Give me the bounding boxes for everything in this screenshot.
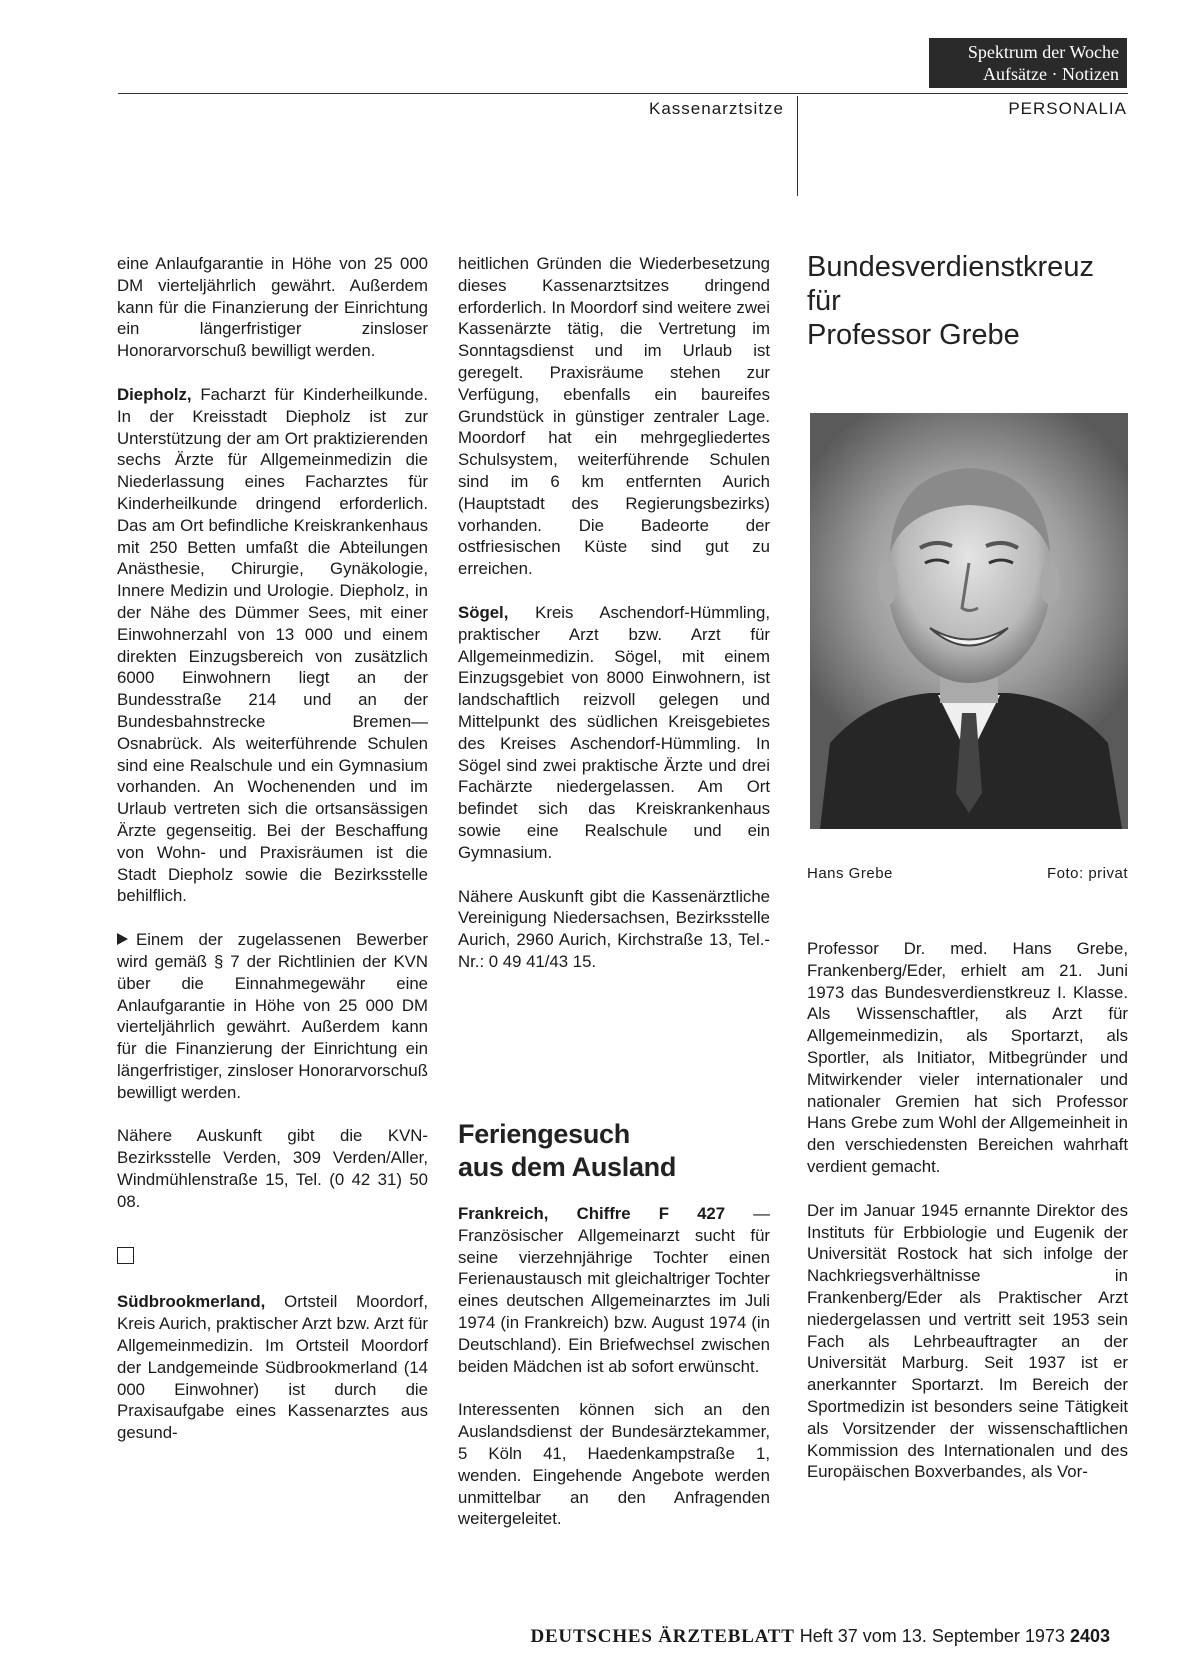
paragraph-suedbrookmerland: Südbrookmerland, Ortsteil Moordorf, Kreis Aurich, praktischer Arzt bzw. Arzt für Allgemeinmedizin. Im Ortsteil Moordorf der Landgemeinde Südbrookmerland (14 000 Einwohner) ist durch die Praxisaufgabe eines Kassenarztes aus gesund-: [117, 1292, 428, 1443]
lead-term: Südbrookmerland,: [117, 1292, 266, 1312]
portrait-illustration: [810, 413, 1128, 829]
issue-info: Heft 37 vom 13. September 1973: [799, 1626, 1065, 1646]
triangle-bullet-icon: [117, 933, 128, 945]
badge-line-2: Aufsätze · Notizen: [983, 64, 1119, 84]
page-number: 2403: [1069, 1626, 1110, 1646]
paragraph: Nähere Auskunft gibt die Kassenärztliche Vereinigung Niedersachsen, Bezirksstelle Aurich, 2960 Aurich, Kirchstraße 13, Tel.-Nr.: 0 49 41/43 15.: [458, 886, 770, 971]
article-heading-feriengesuch: Feriengesuch aus dem Ausland: [458, 1119, 677, 1182]
header-rule: [118, 93, 1128, 94]
column-1: [117, 253, 428, 1444]
paragraph-bullet: Einem der zugelassenen Bewerber wird gemäß § 7 der Richtlinien der KVN über die Einnahmegewähr eine Anlaufgarantie in Höhe von 25 000 DM vierteljährlich gewährt. Außerdem kann für die Finanzierung der Einrichtung ein längerfristiger, zinsloser Honorarvorschuß bewilligt werden.: [117, 930, 428, 1102]
paragraph-soegel: Sögel, Kreis Aschendorf-Hümmling, praktischer Arzt bzw. Arzt für Allgemeinmedizin. Sögel, mit einem Einzugsgebiet von 8000 Einwohnern, ist landschaftlich reizvoll gelegen und Mittelpunkt des südlichen Kreisgebietes des Kreises Aschendorf-Hümmling. In Sögel sind zwei praktische Ärzte und drei Fachärzte niedergelassen. Am Ort befindet sich das Kreiskrankenhaus sowie eine Realschule und ein Gymnasium.: [458, 602, 770, 862]
magazine-name: DEUTSCHES ÄRZTEBLATT: [530, 1626, 795, 1647]
column-2: [458, 253, 770, 973]
paragraph-diepholz: Diepholz, Facharzt für Kinderheilkunde. In der Kreisstadt Diepholz ist zur Unterstützung der am Ort praktizierenden sechs Ärzte für Allgemeinmedizin die Niederlassung eines Facharztes für Kinderheilkunde dringend erforderlich. Das am Ort befindliche Kreiskrankenhaus mit 250 Betten umfaßt die Abteilungen Anästhesie, Chirurgie, Gynäkologie, Innere Medizin und Urologie. Diepholz, in der Nähe des Dümmer Sees, mit einer Einwohnerzahl von 13 000 und einem direkten Einzugsbereich von zusätzlich 6000 Einwohnern liegt an der Bundesstraße 214 und an der Bundesbahnstrecke Bremen—Osnabrück. Als weiterführende Schulen sind eine Realschule und ein Gymnasium vorhanden. An Wochenenden und im Urlaub vertreten sich die ortsansässigen Ärzte gegenseitig. Bei der Beschaffung von Wohn- und Praxisräumen ist die Stadt Diepholz sowie die Bezirksstelle behilflich.: [117, 384, 428, 906]
paragraph-frankreich: Frankreich, Chiffre F 427 — Französischer Allgemeinarzt sucht für seine vierzehnjährige Tochter einen Ferienaustausch mit gleichaltriger Tochter eines deutschen Allgemeinarztes im Juli 1974 (in Frankreich) bzw. August 1974 (in Deutschland). Ein Briefwechsel zwischen beiden Mädchen ist ab sofort erwünscht.: [458, 1204, 770, 1376]
section-label-right: PERSONALIA: [1008, 99, 1127, 118]
section-label-left: Kassenarztsitze: [649, 99, 784, 118]
paragraph: eine Anlaufgarantie in Höhe von 25 000 DM vierteljährlich gewährt. Außerdem kann für die Finanzierung der Einrichtung ein längerfristiger zinsloser Honorarvorschuß bewilligt werden.: [117, 254, 428, 361]
footer: [530, 1626, 1110, 1648]
badge-line-1: Spektrum der Woche: [967, 42, 1119, 62]
paragraph: Der im Januar 1945 ernannte Direktor des Instituts für Erbbiologie und Eugenik der Universität Rostock hat sich infolge der Nachkriegsverhältnisse in Frankenberg/Eder als Praktischer Arzt niedergelassen und vertritt seit 1953 sein Fach als Lehrbeauftragter an der Universität Marburg. Seit 1937 ist er anerkannter Sportarzt. Im Bereich der Sportmedizin ist besonders seine Tätigkeit als Vorsitzender der wissenschaftlichen Kommission des Internationalen und des Europäischen Boxverbandes, als Vor-: [807, 1200, 1128, 1482]
separator: [117, 1243, 428, 1270]
paragraph: heitlichen Gründen die Wiederbesetzung dieses Kassenarztsitzes dringend erforderlich. In Moordorf sind weitere zwei Kassenärzte tätig, die Vertretung im Sonntagsdienst und im Urlaub ist geregelt. Praxisräume stehen zur Verfügung, ebenfalls ein baureifes Grundstück in günstiger zentraler Lage. Moordorf hat ein mehrgegliedertes Schulsystem, weiterführende Schulen sind im 6 km entfernten Aurich (Hauptstadt des Regierungsbezirks) vorhanden. Die Badeorte der ostfriesischen Küste sind gut zu erreichen.: [458, 254, 770, 579]
lead-term: Sögel,: [458, 602, 509, 622]
lead-term: Diepholz,: [117, 384, 192, 404]
photo-caption-name: Hans Grebe: [807, 865, 893, 882]
column-2-lower: [458, 1203, 770, 1530]
paragraph: Professor Dr. med. Hans Grebe, Frankenberg/Eder, erhielt am 21. Juni 1973 das Bundesverdienstkreuz I. Klasse. Als Wissenschaftler, als Arzt für Allgemeinmedizin, als Sportarzt, als Sportler, als Initiator, Mitbegründer und Mitwirkender vieler internationaler und nationaler Gremien hat sich Professor Hans Grebe zum Wohl der Allgemeinheit in den verschiedensten Bereichen wahrhaft verdient gemacht.: [807, 939, 1128, 1176]
paragraph: Interessenten können sich an den Auslandsdienst der Bundesärztekammer, 5 Köln 41, Haedenkampstraße 1, wenden. Eingehende Angebote werden unmittelbar an den Anfragenden weitergeleitet.: [458, 1400, 770, 1529]
square-box-icon: [117, 1247, 134, 1264]
column-3: [807, 938, 1128, 1483]
section-badge: [929, 38, 1127, 88]
portrait-photo: [810, 413, 1128, 829]
header-column-divider: [797, 96, 798, 196]
article-heading-bundesverdienstkreuz: Bundesverdienstkreuz für Professor Grebe: [807, 251, 1094, 351]
photo-caption-credit: Foto: privat: [1046, 865, 1128, 882]
paragraph: Nähere Auskunft gibt die KVN-Bezirksstelle Verden, 309 Verden/Aller, Windmühlenstraße 15, Tel. (0 42 31) 50 08.: [117, 1126, 428, 1211]
lead-term: Frankreich, Chiffre F 427: [458, 1204, 726, 1223]
